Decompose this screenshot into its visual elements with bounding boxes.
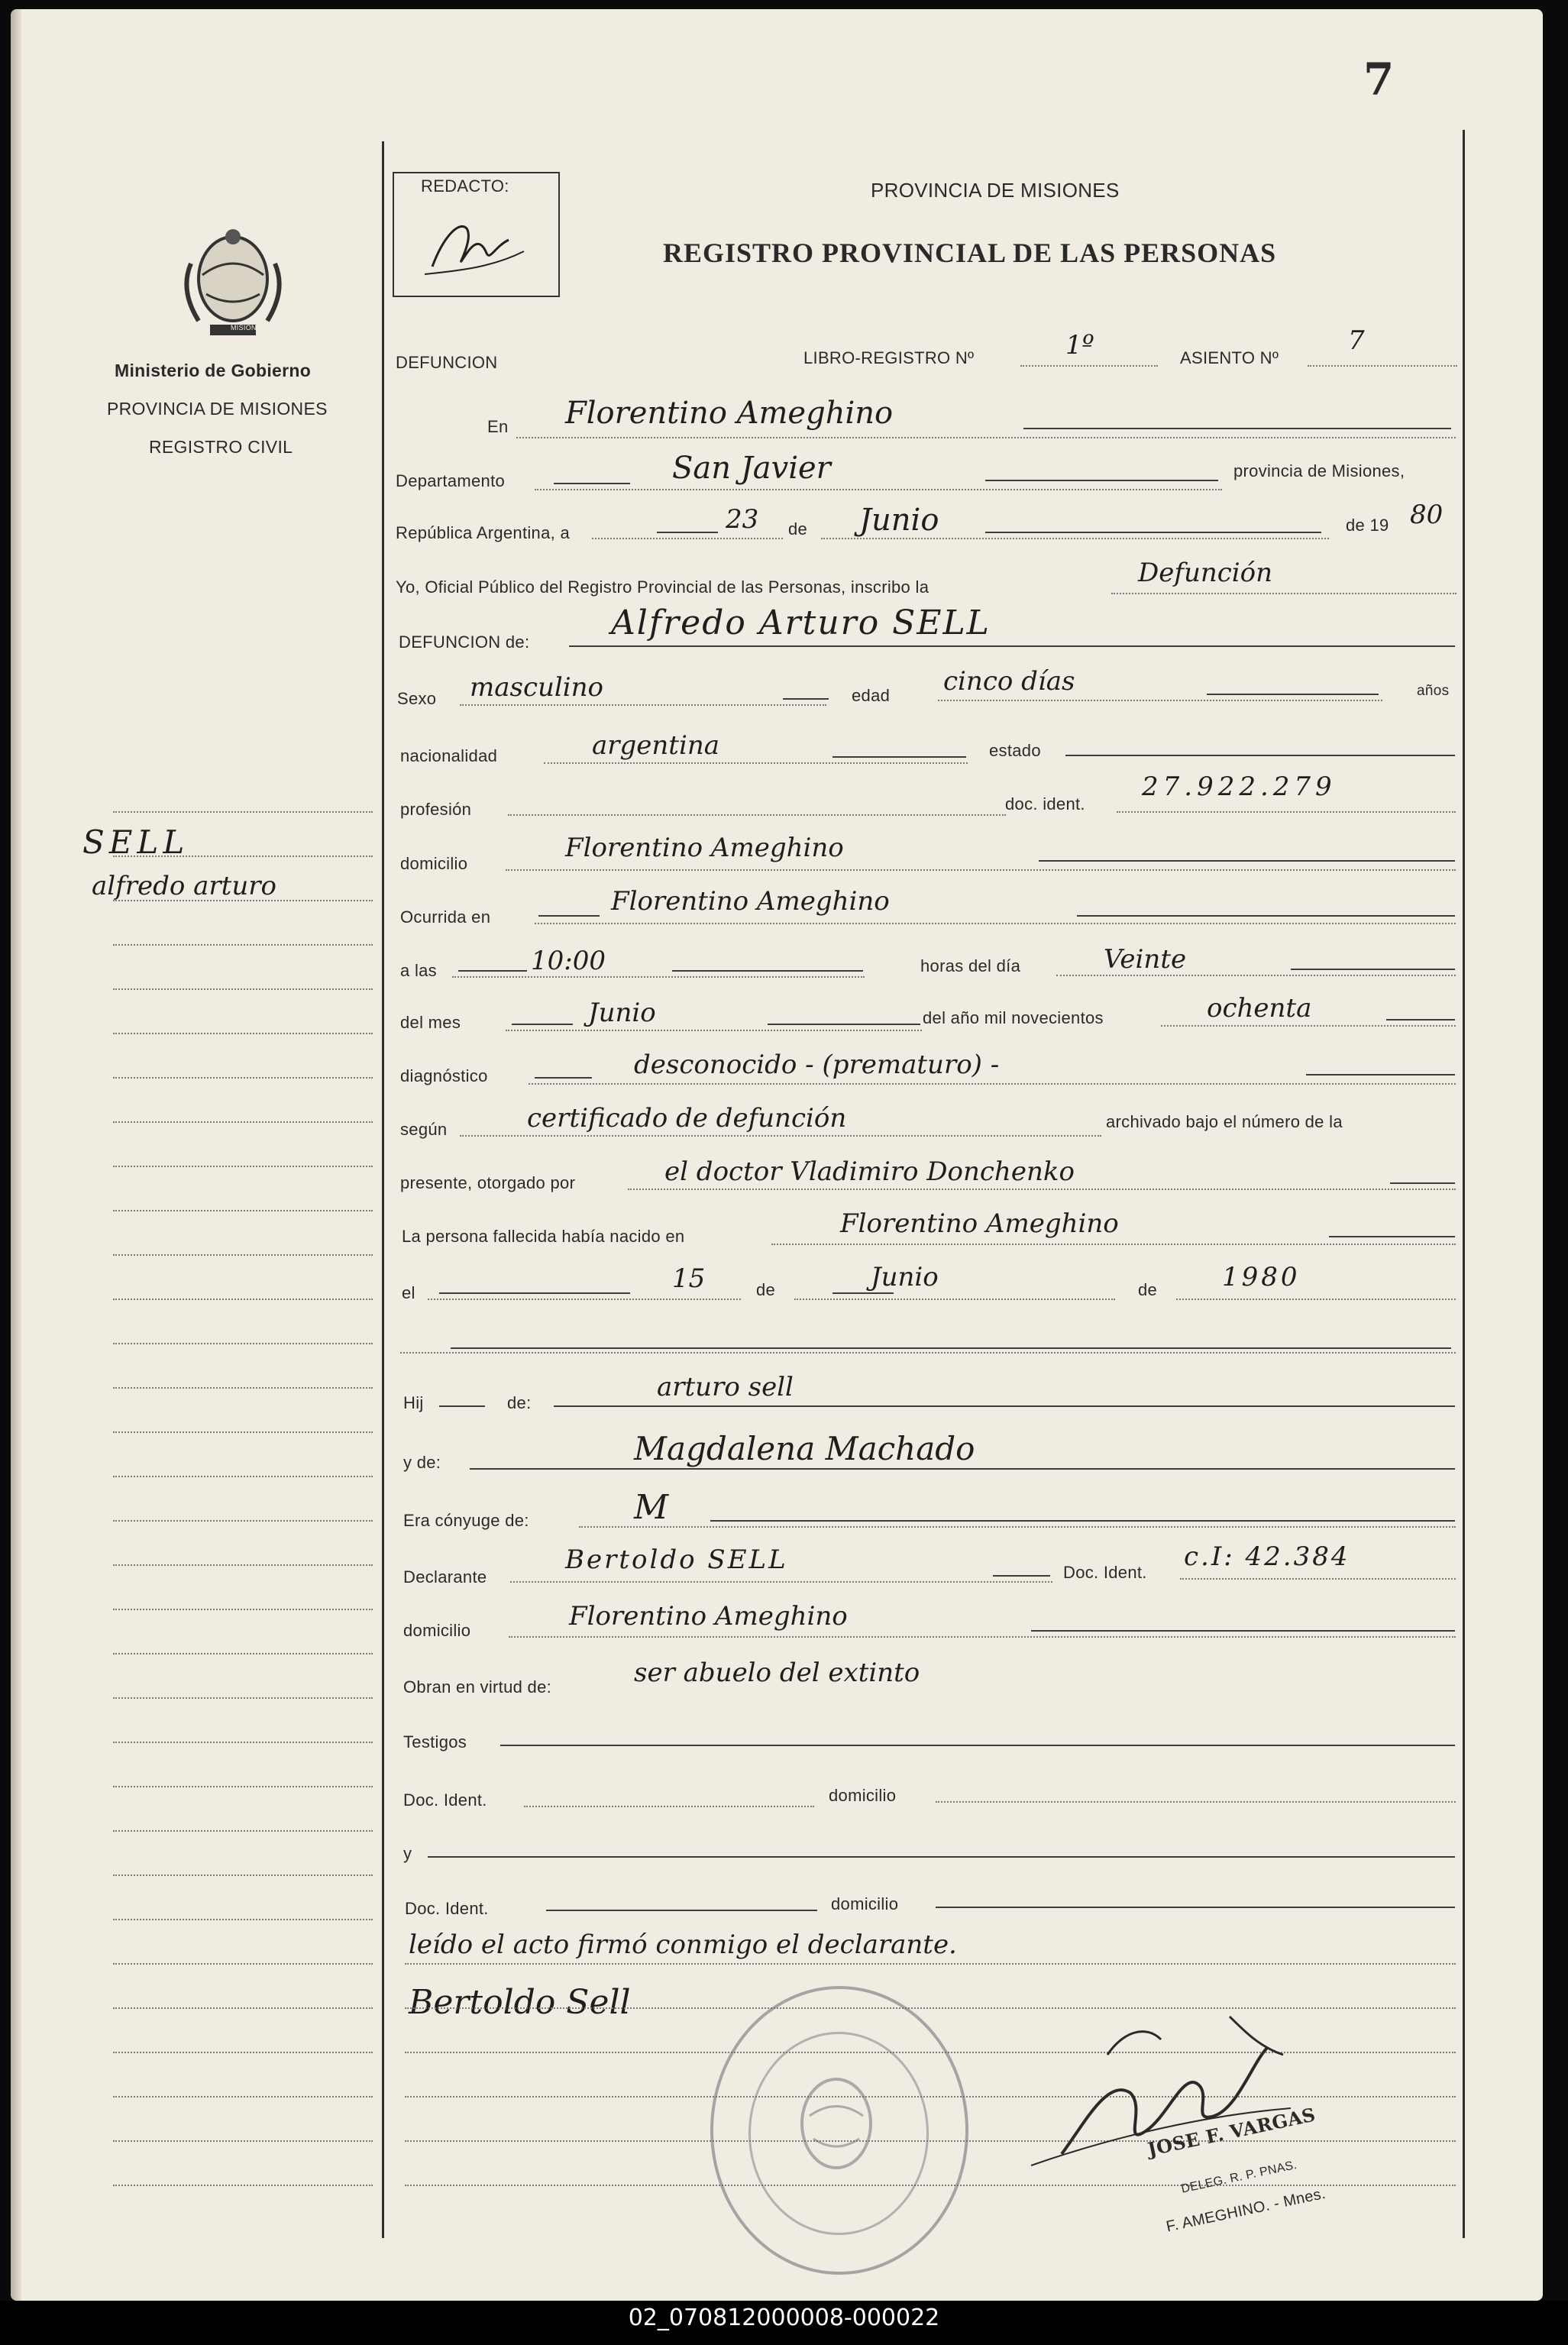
margin-surname: SELL xyxy=(82,823,189,861)
margin-rule xyxy=(113,1963,373,1965)
hij-de-label: de: xyxy=(507,1393,532,1412)
dia-dash xyxy=(657,532,718,533)
domicilio-dash xyxy=(1039,860,1455,862)
testigo-domicilio-label-2: domicilio xyxy=(831,1894,899,1913)
departamento-dash-1 xyxy=(554,483,630,484)
left-province-label: PROVINCIA DE MISIONES xyxy=(107,399,328,419)
doc-ident-line xyxy=(1117,811,1456,813)
libro-label: LIBRO-REGISTRO Nº xyxy=(803,348,975,367)
testigo-domicilio-line-1 xyxy=(936,1801,1456,1803)
testigo-doc-line-1 xyxy=(524,1806,814,1807)
declarante-domicilio-value: Florentino Ameghino xyxy=(569,1601,848,1632)
nacido-en-line xyxy=(771,1244,1456,1245)
nac-ano-value: 1980 xyxy=(1222,1262,1301,1292)
departamento-dash-2 xyxy=(985,480,1218,481)
persona-nacido-label: La persona fallecida había nacido en xyxy=(402,1227,685,1246)
margin-rule xyxy=(113,1121,373,1123)
obran-value: ser abuelo del extinto xyxy=(634,1658,920,1688)
segun-value: certificado de defunción xyxy=(527,1103,847,1134)
hora-value: 10:00 xyxy=(531,946,606,976)
margin-rule xyxy=(113,944,373,946)
dia-texto-dash xyxy=(1291,969,1455,970)
provincia-misiones-label: provincia de Misiones, xyxy=(1233,461,1405,480)
mes-value: Junio xyxy=(859,503,939,538)
testigo-doc-line-2 xyxy=(546,1910,817,1911)
diagnostico-label: diagnóstico xyxy=(400,1066,488,1085)
margin-rule xyxy=(113,1299,373,1300)
a-las-label: a las xyxy=(400,961,437,980)
nacido-en-value: Florentino Ameghino xyxy=(840,1208,1119,1239)
margin-rule xyxy=(113,1653,373,1654)
margin-rule xyxy=(113,1166,373,1167)
dia-texto-value: Veinte xyxy=(1104,944,1187,975)
edad-dash xyxy=(1207,694,1379,695)
nacionalidad-value: argentina xyxy=(592,730,720,761)
nac-dia-value: 15 xyxy=(672,1263,706,1294)
diagnostico-value: desconocido - (prematuro) - xyxy=(634,1050,1000,1080)
margin-rule xyxy=(113,2052,373,2053)
padre-value: arturo sell xyxy=(657,1372,794,1402)
official-place: F. AMEGHINO. - Mnes. xyxy=(1165,2185,1327,2236)
mes-dash xyxy=(985,532,1321,533)
estado-line xyxy=(1065,755,1455,756)
margin-rule xyxy=(113,1830,373,1832)
declarante-doc-line xyxy=(1180,1578,1456,1580)
declarante-value: Bertoldo SELL xyxy=(565,1544,788,1575)
margin-rule xyxy=(113,1343,373,1344)
redacto-signature xyxy=(402,205,554,289)
testigo-doc-label-1: Doc. Ident. xyxy=(403,1790,487,1810)
del-mes-label: del mes xyxy=(400,1013,461,1032)
hij-dash xyxy=(439,1405,485,1407)
dia-value: 23 xyxy=(726,504,759,535)
margin-rule xyxy=(113,1786,373,1787)
sexo-dash xyxy=(783,698,829,700)
nombre-line xyxy=(569,645,1455,647)
margin-rule xyxy=(113,1387,373,1389)
otorgado-dash xyxy=(1390,1182,1455,1184)
segun-label: según xyxy=(400,1120,448,1139)
nac-mes-dash xyxy=(832,1292,894,1294)
el-label: el xyxy=(402,1283,415,1302)
hij-label: Hij xyxy=(403,1393,424,1412)
doc-ident-label: doc. ident. xyxy=(1005,794,1085,813)
horas-del-dia-label: horas del día xyxy=(920,956,1021,975)
defuncion-heading: DEFUNCION xyxy=(396,353,498,372)
anos-label: años xyxy=(1417,683,1450,699)
otorgado-value: el doctor Vladimiro Donchenko xyxy=(664,1156,1075,1187)
profesion-label: profesión xyxy=(400,800,472,819)
dia-de-label: de xyxy=(788,519,808,539)
ocurrida-en-label: Ocurrida en xyxy=(400,907,491,927)
segun-line xyxy=(460,1135,1101,1137)
margin-rule xyxy=(113,1254,373,1256)
profesion-line xyxy=(508,814,1006,816)
margin-rule xyxy=(113,1874,373,1876)
margin-rule xyxy=(113,2096,373,2098)
margin-rule xyxy=(113,1210,373,1211)
asiento-value: 7 xyxy=(1348,325,1365,356)
del-ano-label: del año mil novecientos xyxy=(923,1008,1104,1027)
nombre-value: Alfredo Arturo SELL xyxy=(611,603,991,642)
conyuge-value: M xyxy=(634,1488,669,1527)
ano-prefix-label: de 19 xyxy=(1346,516,1389,535)
doc-ident-value: 27.922.279 xyxy=(1142,771,1337,802)
declarante-domicilio-dash xyxy=(1031,1630,1455,1632)
ano-value: 80 xyxy=(1410,500,1444,530)
en-fill-line xyxy=(1023,428,1451,429)
en-value: Florentino Ameghino xyxy=(565,396,894,431)
body-rule xyxy=(405,1963,1456,1965)
page-number: 7 xyxy=(1363,53,1395,105)
presente-label: presente, otorgado por xyxy=(400,1173,576,1192)
margin-rule xyxy=(113,2140,373,2142)
nacionalidad-line xyxy=(544,762,968,764)
testigos-line xyxy=(500,1745,1455,1746)
margin-rule xyxy=(113,1697,373,1699)
sexo-value: masculino xyxy=(470,672,604,703)
nacionalidad-label: nacionalidad xyxy=(400,746,498,765)
y-de-label: y de: xyxy=(403,1453,441,1472)
asiento-line xyxy=(1308,365,1457,367)
domicilio-label: domicilio xyxy=(400,854,468,873)
domicilio-value: Florentino Ameghino xyxy=(565,833,844,863)
book-binding xyxy=(11,9,21,2301)
testigo-domicilio-label-1: domicilio xyxy=(829,1786,897,1805)
margin-rule xyxy=(113,1033,373,1034)
form-right-border xyxy=(1463,130,1465,2238)
declarante-dash xyxy=(993,1575,1050,1577)
madre-value: Magdalena Machado xyxy=(634,1430,975,1467)
ano-texto-dash xyxy=(1386,1019,1455,1020)
y-line xyxy=(428,1856,1455,1858)
testigos-label: Testigos xyxy=(403,1732,467,1751)
margin-rule xyxy=(113,2185,373,2186)
padre-line xyxy=(554,1405,1455,1407)
margin-rule xyxy=(113,1431,373,1433)
testigo-doc-label-2: Doc. Ident. xyxy=(405,1899,489,1918)
sexo-line xyxy=(460,704,826,706)
official-name: JOSE F. VARGAS xyxy=(1146,2103,1317,2161)
margin-rule xyxy=(113,1564,373,1566)
ocurrida-en-dash-1 xyxy=(538,915,600,917)
margin-rule xyxy=(113,2007,373,2009)
inscribo-line xyxy=(1111,593,1456,594)
ano-texto-line xyxy=(1161,1025,1456,1027)
ocurrida-en-value: Florentino Ameghino xyxy=(611,886,890,917)
emblem-text: MISIONES xyxy=(231,324,267,332)
nac-de-label-1: de xyxy=(756,1280,776,1299)
republica-label: República Argentina, a xyxy=(396,523,570,542)
nac-dia-line xyxy=(428,1299,741,1300)
diagnostico-dash-2 xyxy=(1306,1074,1455,1075)
blank-line-1 xyxy=(400,1352,1456,1354)
mes-texto-dash-2 xyxy=(768,1024,920,1025)
conyuge-dash xyxy=(710,1520,1455,1522)
official-title: DELEG. R. P. PNAS. xyxy=(1180,2158,1298,2196)
hora-line xyxy=(452,976,865,978)
nacido-en-dash xyxy=(1329,1236,1455,1237)
departamento-label: Departamento xyxy=(396,471,506,490)
declarante-line xyxy=(510,1581,1052,1583)
declarante-label: Declarante xyxy=(403,1567,487,1587)
conyuge-label: Era cónyuge de: xyxy=(403,1511,529,1530)
asiento-label: ASIENTO Nº xyxy=(1180,348,1279,367)
mes-texto-dash-1 xyxy=(512,1024,573,1025)
departamento-value: San Javier xyxy=(672,451,831,486)
mes-texto-line xyxy=(506,1030,922,1031)
margin-rule xyxy=(113,1476,373,1477)
registry-title: REGISTRO PROVINCIAL DE LAS PERSONAS xyxy=(663,238,1277,268)
declarante-doc-value: c.I: 42.384 xyxy=(1184,1541,1350,1572)
margin-rule xyxy=(113,1520,373,1522)
nac-mes-value: Junio xyxy=(871,1262,939,1292)
hora-dash-1 xyxy=(458,970,527,972)
margin-rule xyxy=(113,1742,373,1743)
edad-line xyxy=(938,700,1382,701)
inscribo-value: Defunción xyxy=(1138,558,1273,588)
madre-line xyxy=(470,1468,1455,1470)
libro-line xyxy=(1020,365,1158,367)
declarante-doc-label: Doc. Ident. xyxy=(1063,1563,1147,1582)
mes-texto-value: Junio xyxy=(588,998,656,1028)
ano-texto-value: ochenta xyxy=(1207,993,1312,1024)
sexo-label: Sexo xyxy=(397,689,437,708)
margin-rule xyxy=(113,1077,373,1079)
redacto-box xyxy=(393,172,560,297)
libro-value: 1º xyxy=(1065,330,1094,361)
en-label: En xyxy=(487,417,509,436)
image-caption: 02_070812000008-000022 xyxy=(628,2305,940,2331)
margin-given-names: alfredo arturo xyxy=(92,871,276,901)
diagnostico-dash-1 xyxy=(535,1077,592,1079)
ocurrida-en-dash-2 xyxy=(1077,915,1455,917)
declarante-domicilio-line xyxy=(509,1636,1456,1638)
estado-label: estado xyxy=(989,741,1041,760)
form-left-border xyxy=(382,141,384,2238)
domicilio-line xyxy=(506,869,1456,871)
leido-text: leído el acto firmó conmigo el declarante. xyxy=(409,1929,957,1960)
nacionalidad-dash xyxy=(832,756,966,758)
hora-dash-2 xyxy=(672,970,863,972)
archivado-label: archivado bajo el número de la xyxy=(1106,1112,1343,1131)
province-title: PROVINCIA DE MISIONES xyxy=(871,179,1120,202)
blank-dash-1 xyxy=(451,1347,1451,1349)
dia-texto-line xyxy=(1056,975,1456,976)
nac-mes-line xyxy=(794,1299,1115,1300)
departamento-line xyxy=(535,489,1222,490)
edad-label: edad xyxy=(852,686,891,705)
edad-value: cinco días xyxy=(943,666,1075,697)
conyuge-line xyxy=(579,1526,1456,1528)
seal-emblem-icon xyxy=(783,2062,890,2185)
mes-line xyxy=(821,538,1329,539)
registro-civil-label: REGISTRO CIVIL xyxy=(149,437,293,457)
nac-de-label-2: de xyxy=(1138,1280,1158,1299)
y-label: y xyxy=(403,1844,412,1863)
yo-oficial-label: Yo, Oficial Público del Registro Provincial de las Personas, inscribo la xyxy=(396,577,929,597)
otorgado-line xyxy=(628,1189,1456,1190)
nac-ano-line xyxy=(1176,1299,1456,1300)
margin-rule xyxy=(113,988,373,990)
redacto-label: REDACTO: xyxy=(421,176,509,196)
ocurrida-en-line xyxy=(535,923,1456,924)
en-line xyxy=(516,437,1456,438)
nac-dia-dash xyxy=(439,1292,630,1294)
obran-label: Obran en virtud de: xyxy=(403,1677,552,1696)
ministerio-label: Ministerio de Gobierno xyxy=(115,361,312,380)
diagnostico-line xyxy=(529,1083,1456,1085)
defuncion-de-label: DEFUNCION de: xyxy=(399,632,530,652)
margin-rule xyxy=(113,1609,373,1610)
margin-rule xyxy=(113,811,373,813)
testigo-domicilio-line-2 xyxy=(936,1907,1455,1908)
dia-line xyxy=(592,538,783,539)
margin-rule xyxy=(113,1919,373,1920)
declarante-domicilio-label: domicilio xyxy=(403,1621,471,1640)
declarante-signature: Bertoldo Sell xyxy=(409,1983,631,2022)
